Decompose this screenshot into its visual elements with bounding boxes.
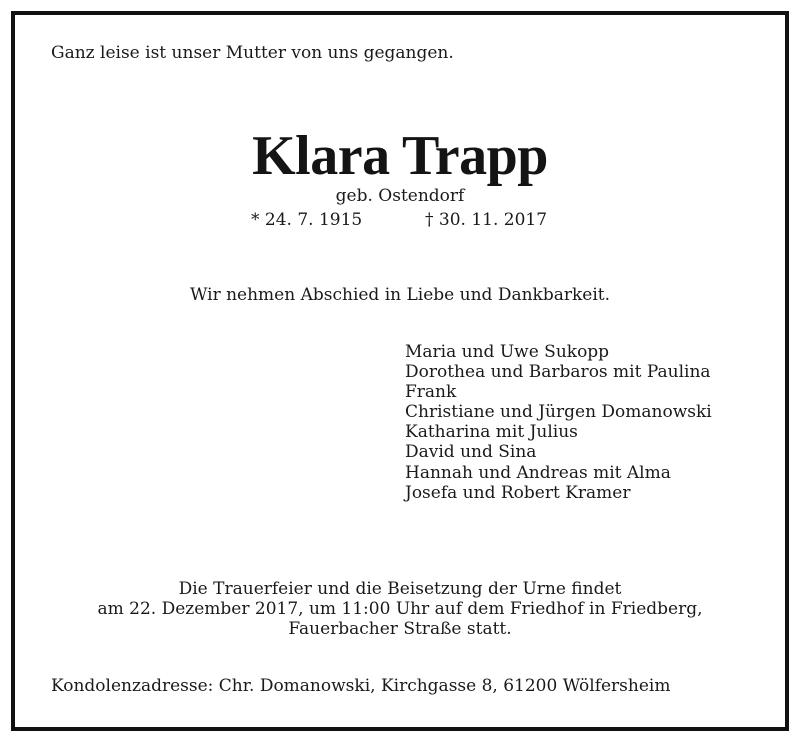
mourner-line: Josefa und Robert Kramer	[405, 482, 631, 503]
birth-name: geb. Ostendorf	[335, 186, 465, 206]
service-line: Fauerbacher Straße statt.	[288, 619, 512, 639]
mourner-line: Hannah und Andreas mit Alma	[405, 462, 671, 483]
mourner-line: Christiane und Jürgen Domanowski	[405, 402, 712, 423]
service-info	[0, 579, 800, 639]
mourners-list	[405, 342, 712, 503]
death-date: † 30. 11. 2017	[425, 210, 548, 230]
service-line: am 22. Dezember 2017, um 11:00 Uhr auf dem Friedhof in Friedberg,	[97, 599, 703, 619]
mourner-line: Maria und Uwe Sukopp	[405, 342, 610, 362]
mourner-line: Dorothea und Barbaros mit Paulina	[405, 362, 711, 383]
service-line: Die Trauerfeier und die Beisetzung der Urne findet	[178, 579, 622, 599]
birth-date: * 24. 7. 1915	[251, 210, 363, 230]
intro-text: Ganz leise ist unser Mutter von uns gegangen.	[51, 43, 454, 63]
mourner-line: David und Sina	[405, 442, 537, 463]
mourner-line: Katharina mit Julius	[405, 422, 578, 443]
farewell-text: Wir nehmen Abschied in Liebe und Dankbarkeit.	[189, 285, 611, 305]
condolence-address: Kondolenzadresse: Chr. Domanowski, Kirchgasse 8, 61200 Wölfersheim	[51, 676, 671, 696]
mourner-line: Frank	[405, 382, 457, 403]
deceased-name: Klara Trapp	[252, 125, 548, 187]
